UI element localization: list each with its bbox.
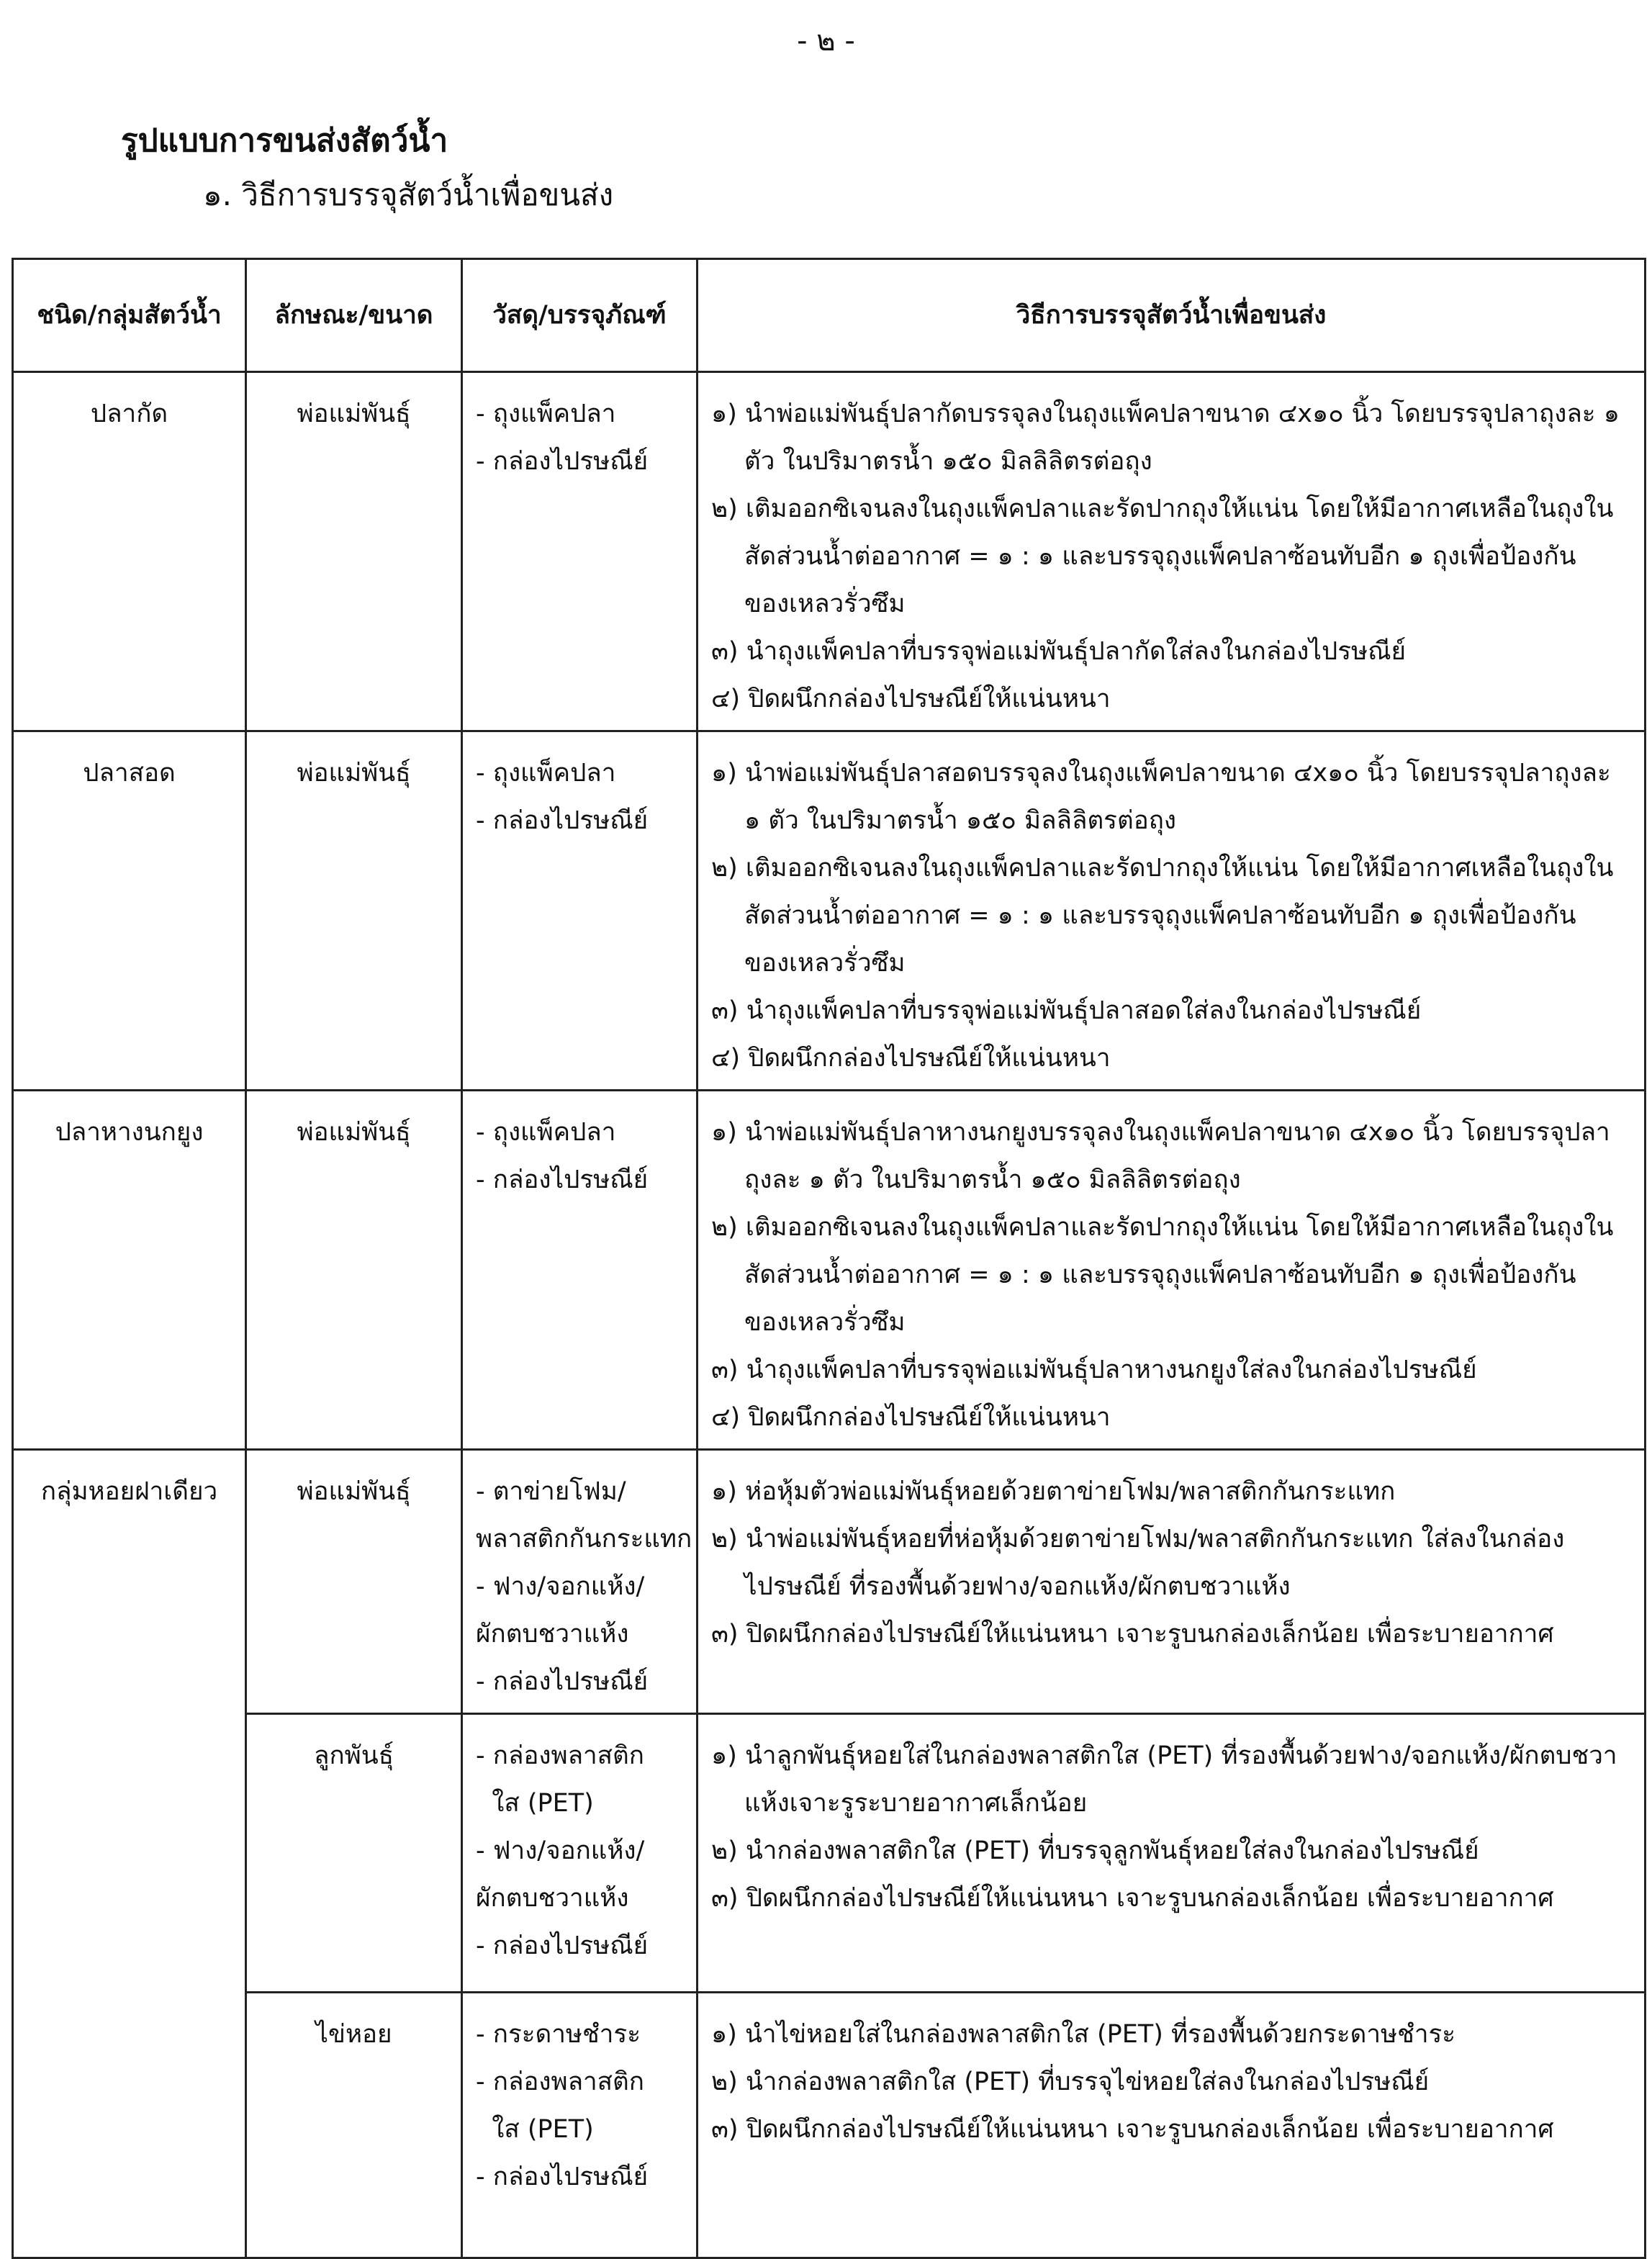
material-cell — [462, 1993, 698, 2258]
method-cell — [698, 1714, 1646, 1993]
method-step: ๓) นำถุงแพ็คปลาที่บรรจุพ่อแม่พันธุ์ปลาสอดใส่ลงในกล่องไปรษณีย์ — [711, 996, 1422, 1025]
material-item: ใส (PET) — [476, 2115, 594, 2144]
transport-method-table — [12, 258, 1646, 2259]
material-item: - กล่องพลาสติก — [476, 1741, 644, 1770]
method-step: ๒) เติมออกซิเจนลงในถุงแพ็คปลาและรัดปากถุงให้แน่น โดยให้มีอากาศเหลือในถุงในสัดส่วนน้ำต่ออากาศ = ๑ : ๑ และบรรจุถุงแพ็คปลาซ้อนทับอีก ๑ ถุงเพื่อป้องกันของเหลวรั่วซึม — [711, 854, 1614, 978]
column-header-species: ชนิด/กลุ่มสัตว์น้ำ — [13, 259, 246, 372]
method-step: ๒) นำกล่องพลาสติกใส (PET) ที่บรรจุไข่หอยใส่ลงในกล่องไปรษณีย์ — [711, 2068, 1430, 2096]
material-item: - กล่องไปรษณีย์ — [476, 1667, 649, 1696]
size-cell: ลูกพันธุ์ — [246, 1714, 462, 1993]
method-step: ๑) นำไข่หอยใส่ในกล่องพลาสติกใส (PET) ที่รองพื้นด้วยกระดาษชำระ — [711, 2020, 1456, 2049]
method-step: ๓) ปิดผนึกกล่องไปรษณีย์ให้แน่นหนา เจาะรูบนกล่องเล็กน้อย เพื่อระบายอากาศ — [711, 1620, 1554, 1649]
material-item: พลาสติกกันกระแทก — [476, 1525, 692, 1554]
species-cell: ปลากัด — [13, 372, 246, 731]
method-cell — [698, 372, 1646, 731]
method-cell — [698, 731, 1646, 1091]
method-cell — [698, 1091, 1646, 1450]
table-row — [13, 372, 1646, 731]
table-row — [13, 1091, 1646, 1450]
method-step: ๓) นำถุงแพ็คปลาที่บรรจุพ่อแม่พันธุ์ปลาหางนกยูงใส่ลงในกล่องไปรษณีย์ — [711, 1356, 1477, 1384]
table-row — [13, 1450, 1646, 1714]
section-heading: รูปแบบการขนส่งสัตว์น้ำ — [121, 122, 448, 159]
material-item: - ถุงแพ็คปลา — [476, 1118, 616, 1147]
method-step: ๔) ปิดผนึกกล่องไปรษณีย์ให้แน่นหนา — [711, 1403, 1111, 1432]
method-step: ๒) เติมออกซิเจนลงในถุงแพ็คปลาและรัดปากถุงให้แน่น โดยให้มีอากาศเหลือในถุงในสัดส่วนน้ำต่ออากาศ = ๑ : ๑ และบรรจุถุงแพ็คปลาซ้อนทับอีก ๑ ถุงเพื่อป้องกันของเหลวรั่วซึม — [711, 495, 1614, 618]
table-header-row — [13, 259, 1646, 372]
size-cell: พ่อแม่พันธุ์ — [246, 1091, 462, 1450]
method-step: ๑) นำพ่อแม่พันธุ์ปลาหางนกยูงบรรจุลงในถุงแพ็คปลาขนาด ๔x๑๐ นิ้ว โดยบรรจุปลาถุงละ ๑ ตัว ในปริมาตรน้ำ ๑๕๐ มิลลิลิตรต่อถุง — [711, 1118, 1610, 1194]
column-header-size: ลักษณะ/ขนาด — [246, 259, 462, 372]
material-cell — [462, 1714, 698, 1993]
method-cell — [698, 1450, 1646, 1714]
method-step: ๔) ปิดผนึกกล่องไปรษณีย์ให้แน่นหนา — [711, 685, 1111, 713]
method-step: ๓) ปิดผนึกกล่องไปรษณีย์ให้แน่นหนา เจาะรูบนกล่องเล็กน้อย เพื่อระบายอากาศ — [711, 1884, 1554, 1913]
material-item: ใส (PET) — [476, 1789, 594, 1818]
column-header-material: วัสดุ/บรรจุภัณฑ์ — [462, 259, 698, 372]
table-row — [13, 1714, 1646, 1993]
species-cell: กลุ่มหอยฝาเดียว — [13, 1450, 246, 2258]
material-item: - กล่องไปรษณีย์ — [476, 1165, 649, 1194]
method-step: ๑) นำพ่อแม่พันธุ์ปลาสอดบรรจุลงในถุงแพ็คปลาขนาด ๔x๑๐ นิ้ว โดยบรรจุปลาถุงละ ๑ ตัว ในปริมาตรน้ำ ๑๕๐ มิลลิลิตรต่อถุง — [711, 759, 1611, 835]
material-item: - กล่องพลาสติก — [476, 2068, 644, 2096]
table-row — [13, 731, 1646, 1091]
material-cell — [462, 731, 698, 1091]
method-step: ๓) นำถุงแพ็คปลาที่บรรจุพ่อแม่พันธุ์ปลากัดใส่ลงในกล่องไปรษณีย์ — [711, 637, 1407, 666]
material-item: ผักตบชวาแห้ง — [476, 1620, 629, 1649]
material-item: - กล่องไปรษณีย์ — [476, 2163, 649, 2191]
size-cell: พ่อแม่พันธุ์ — [246, 1450, 462, 1714]
method-step: ๒) เติมออกซิเจนลงในถุงแพ็คปลาและรัดปากถุงให้แน่น โดยให้มีอากาศเหลือในถุงในสัดส่วนน้ำต่ออากาศ = ๑ : ๑ และบรรจุถุงแพ็คปลาซ้อนทับอีก ๑ ถุงเพื่อป้องกันของเหลวรั่วซึม — [711, 1213, 1614, 1337]
method-step: ๑) ห่อหุ้มตัวพ่อแม่พันธุ์หอยด้วยตาข่ายโฟม/พลาสติกกันกระแทก — [711, 1477, 1396, 1506]
species-cell: ปลาสอด — [13, 731, 246, 1091]
material-cell — [462, 1450, 698, 1714]
method-cell — [698, 1993, 1646, 2258]
method-step: ๒) นำกล่องพลาสติกใส (PET) ที่บรรจุลูกพันธุ์หอยใส่ลงในกล่องไปรษณีย์ — [711, 1836, 1479, 1865]
size-cell: พ่อแม่พันธุ์ — [246, 731, 462, 1091]
method-step: ๓) ปิดผนึกกล่องไปรษณีย์ให้แน่นหนา เจาะรูบนกล่องเล็กน้อย เพื่อระบายอากาศ — [711, 2115, 1554, 2144]
method-step: ๒) นำพ่อแม่พันธุ์หอยที่ห่อหุ้มด้วยตาข่ายโฟม/พลาสติกกันกระแทก ใส่ลงในกล่องไปรษณีย์ ที่รองพื้นด้วยฟาง/จอกแห้ง/ผักตบชวาแห้ง — [711, 1525, 1565, 1601]
size-cell: พ่อแม่พันธุ์ — [246, 372, 462, 731]
material-item: ผักตบชวาแห้ง — [476, 1884, 629, 1913]
material-cell — [462, 372, 698, 731]
material-item: - กล่องไปรษณีย์ — [476, 447, 649, 476]
material-item: - กระดาษชำระ — [476, 2020, 641, 2049]
method-step: ๑) นำลูกพันธุ์หอยใส่ในกล่องพลาสติกใส (PET) ที่รองพื้นด้วยฟาง/จอกแห้ง/ผักตบชวาแห้งเจาะรูระบายอากาศเล็กน้อย — [711, 1741, 1617, 1818]
page-number: - ๒ - — [797, 24, 855, 58]
material-item: - ถุงแพ็คปลา — [476, 759, 616, 788]
table-row — [13, 1993, 1646, 2258]
material-item: - ตาข่ายโฟม/ — [476, 1477, 626, 1506]
column-header-method: วิธีการบรรจุสัตว์น้ำเพื่อขนส่ง — [698, 259, 1646, 372]
material-cell — [462, 1091, 698, 1450]
material-item: - ฟาง/จอกแห้ง/ — [476, 1572, 645, 1601]
material-item: - กล่องไปรษณีย์ — [476, 806, 649, 835]
section-subheading: ๑. วิธีการบรรจุสัตว์น้ำเพื่อขนส่ง — [203, 177, 614, 212]
material-item: - กล่องไปรษณีย์ — [476, 1931, 649, 1960]
material-item: - ฟาง/จอกแห้ง/ — [476, 1836, 645, 1865]
material-item: - ถุงแพ็คปลา — [476, 400, 616, 428]
method-step: ๑) นำพ่อแม่พันธุ์ปลากัดบรรจุลงในถุงแพ็คปลาขนาด ๔x๑๐ นิ้ว โดยบรรจุปลาถุงละ ๑ ตัว ในปริมาตรน้ำ ๑๕๐ มิลลิลิตรต่อถุง — [711, 400, 1620, 476]
species-cell: ปลาหางนกยูง — [13, 1091, 246, 1450]
size-cell: ไข่หอย — [246, 1993, 462, 2258]
method-step: ๔) ปิดผนึกกล่องไปรษณีย์ให้แน่นหนา — [711, 1044, 1111, 1073]
